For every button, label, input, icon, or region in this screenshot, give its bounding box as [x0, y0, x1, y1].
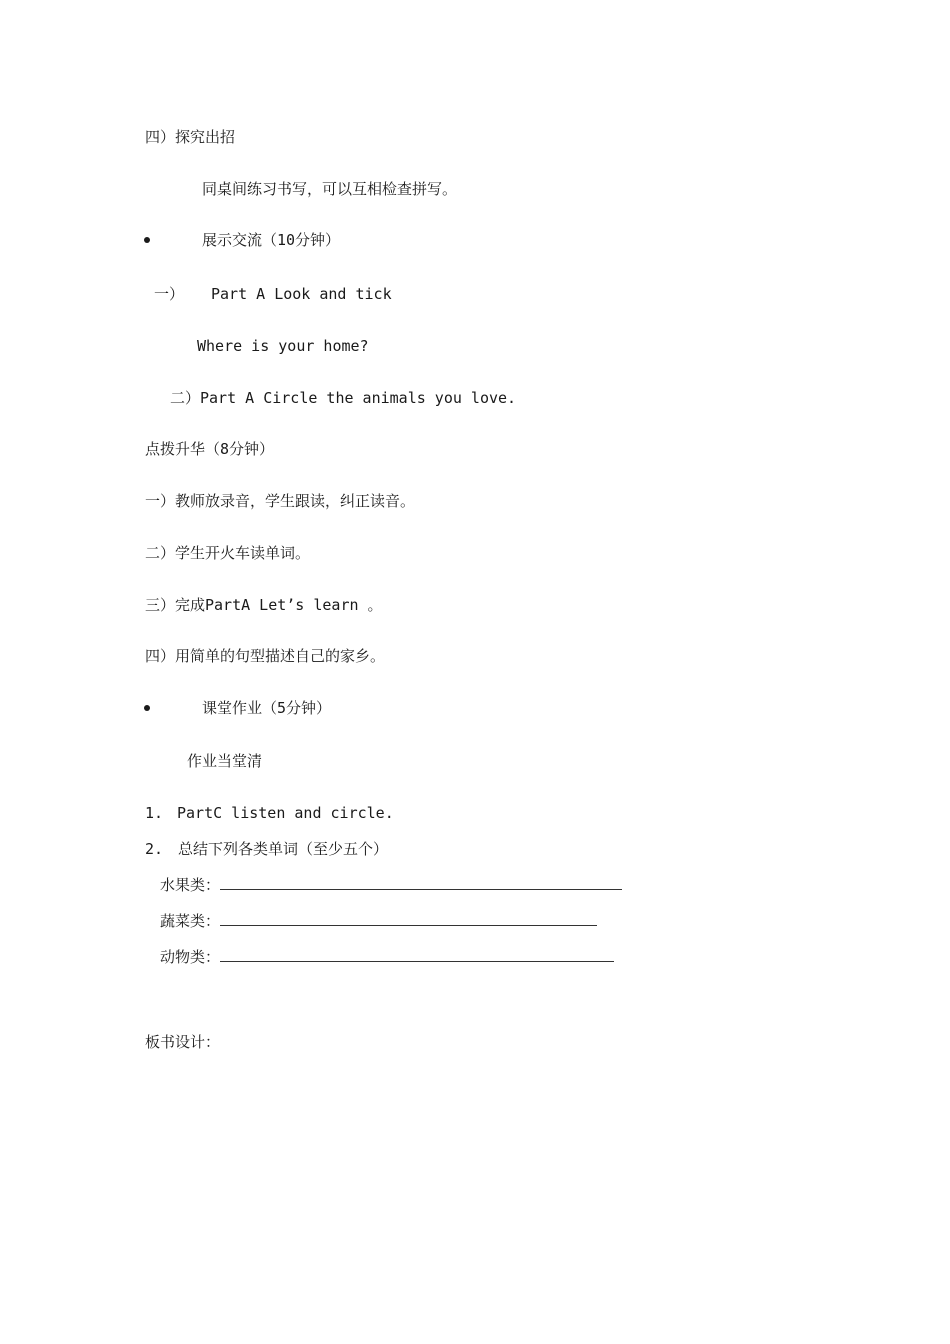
homework-item2-text: 总结下列各类单词（至少五个）: [178, 840, 389, 858]
blank-label: 水果类：: [160, 876, 221, 894]
guide-item-2: 二）学生开火车读单词。: [145, 544, 311, 562]
explore-text: 同桌间练习书写，可以互相检查拼写。: [202, 180, 458, 198]
display-item1-prefix: 一）: [154, 285, 185, 303]
display-item1-text: Part A Look and tick: [211, 285, 392, 303]
homework-item2-num: 2.: [145, 840, 164, 858]
fill-blank-fruit: [160, 875, 622, 895]
display-item2: 二）Part A Circle the animals you love.: [170, 389, 517, 407]
display-item1-sub: Where is your home?: [197, 337, 369, 355]
guide-item-1: 一）教师放录音，学生跟读，纠正读音。: [145, 492, 416, 510]
guide-heading: 点拨升华（8分钟）: [145, 440, 275, 458]
bullet-icon: [144, 705, 150, 711]
bullet-icon: [144, 237, 150, 243]
blank-label: 动物类：: [160, 948, 221, 966]
board-heading: 板书设计：: [145, 1033, 221, 1051]
homework-heading: 课堂作业（5分钟）: [202, 699, 332, 717]
fill-blank-animal: [160, 947, 614, 967]
guide-item-4: 四）用简单的句型描述自己的家乡。: [145, 647, 386, 665]
explore-heading: 四）探究出招: [145, 128, 236, 146]
homework-subheading: 作业当堂清: [187, 752, 263, 770]
blank-line[interactable]: [220, 875, 622, 890]
guide-item-3: 三）完成PartA Let’s learn 。: [145, 596, 383, 614]
blank-line[interactable]: [220, 911, 597, 926]
display-heading: 展示交流（10分钟）: [202, 231, 341, 249]
blank-line[interactable]: [220, 947, 614, 962]
fill-blank-vegetable: [160, 911, 597, 931]
homework-item1-text: PartC listen and circle.: [177, 804, 394, 822]
blank-label: 蔬菜类：: [160, 912, 221, 930]
homework-item1-num: 1.: [145, 804, 164, 822]
